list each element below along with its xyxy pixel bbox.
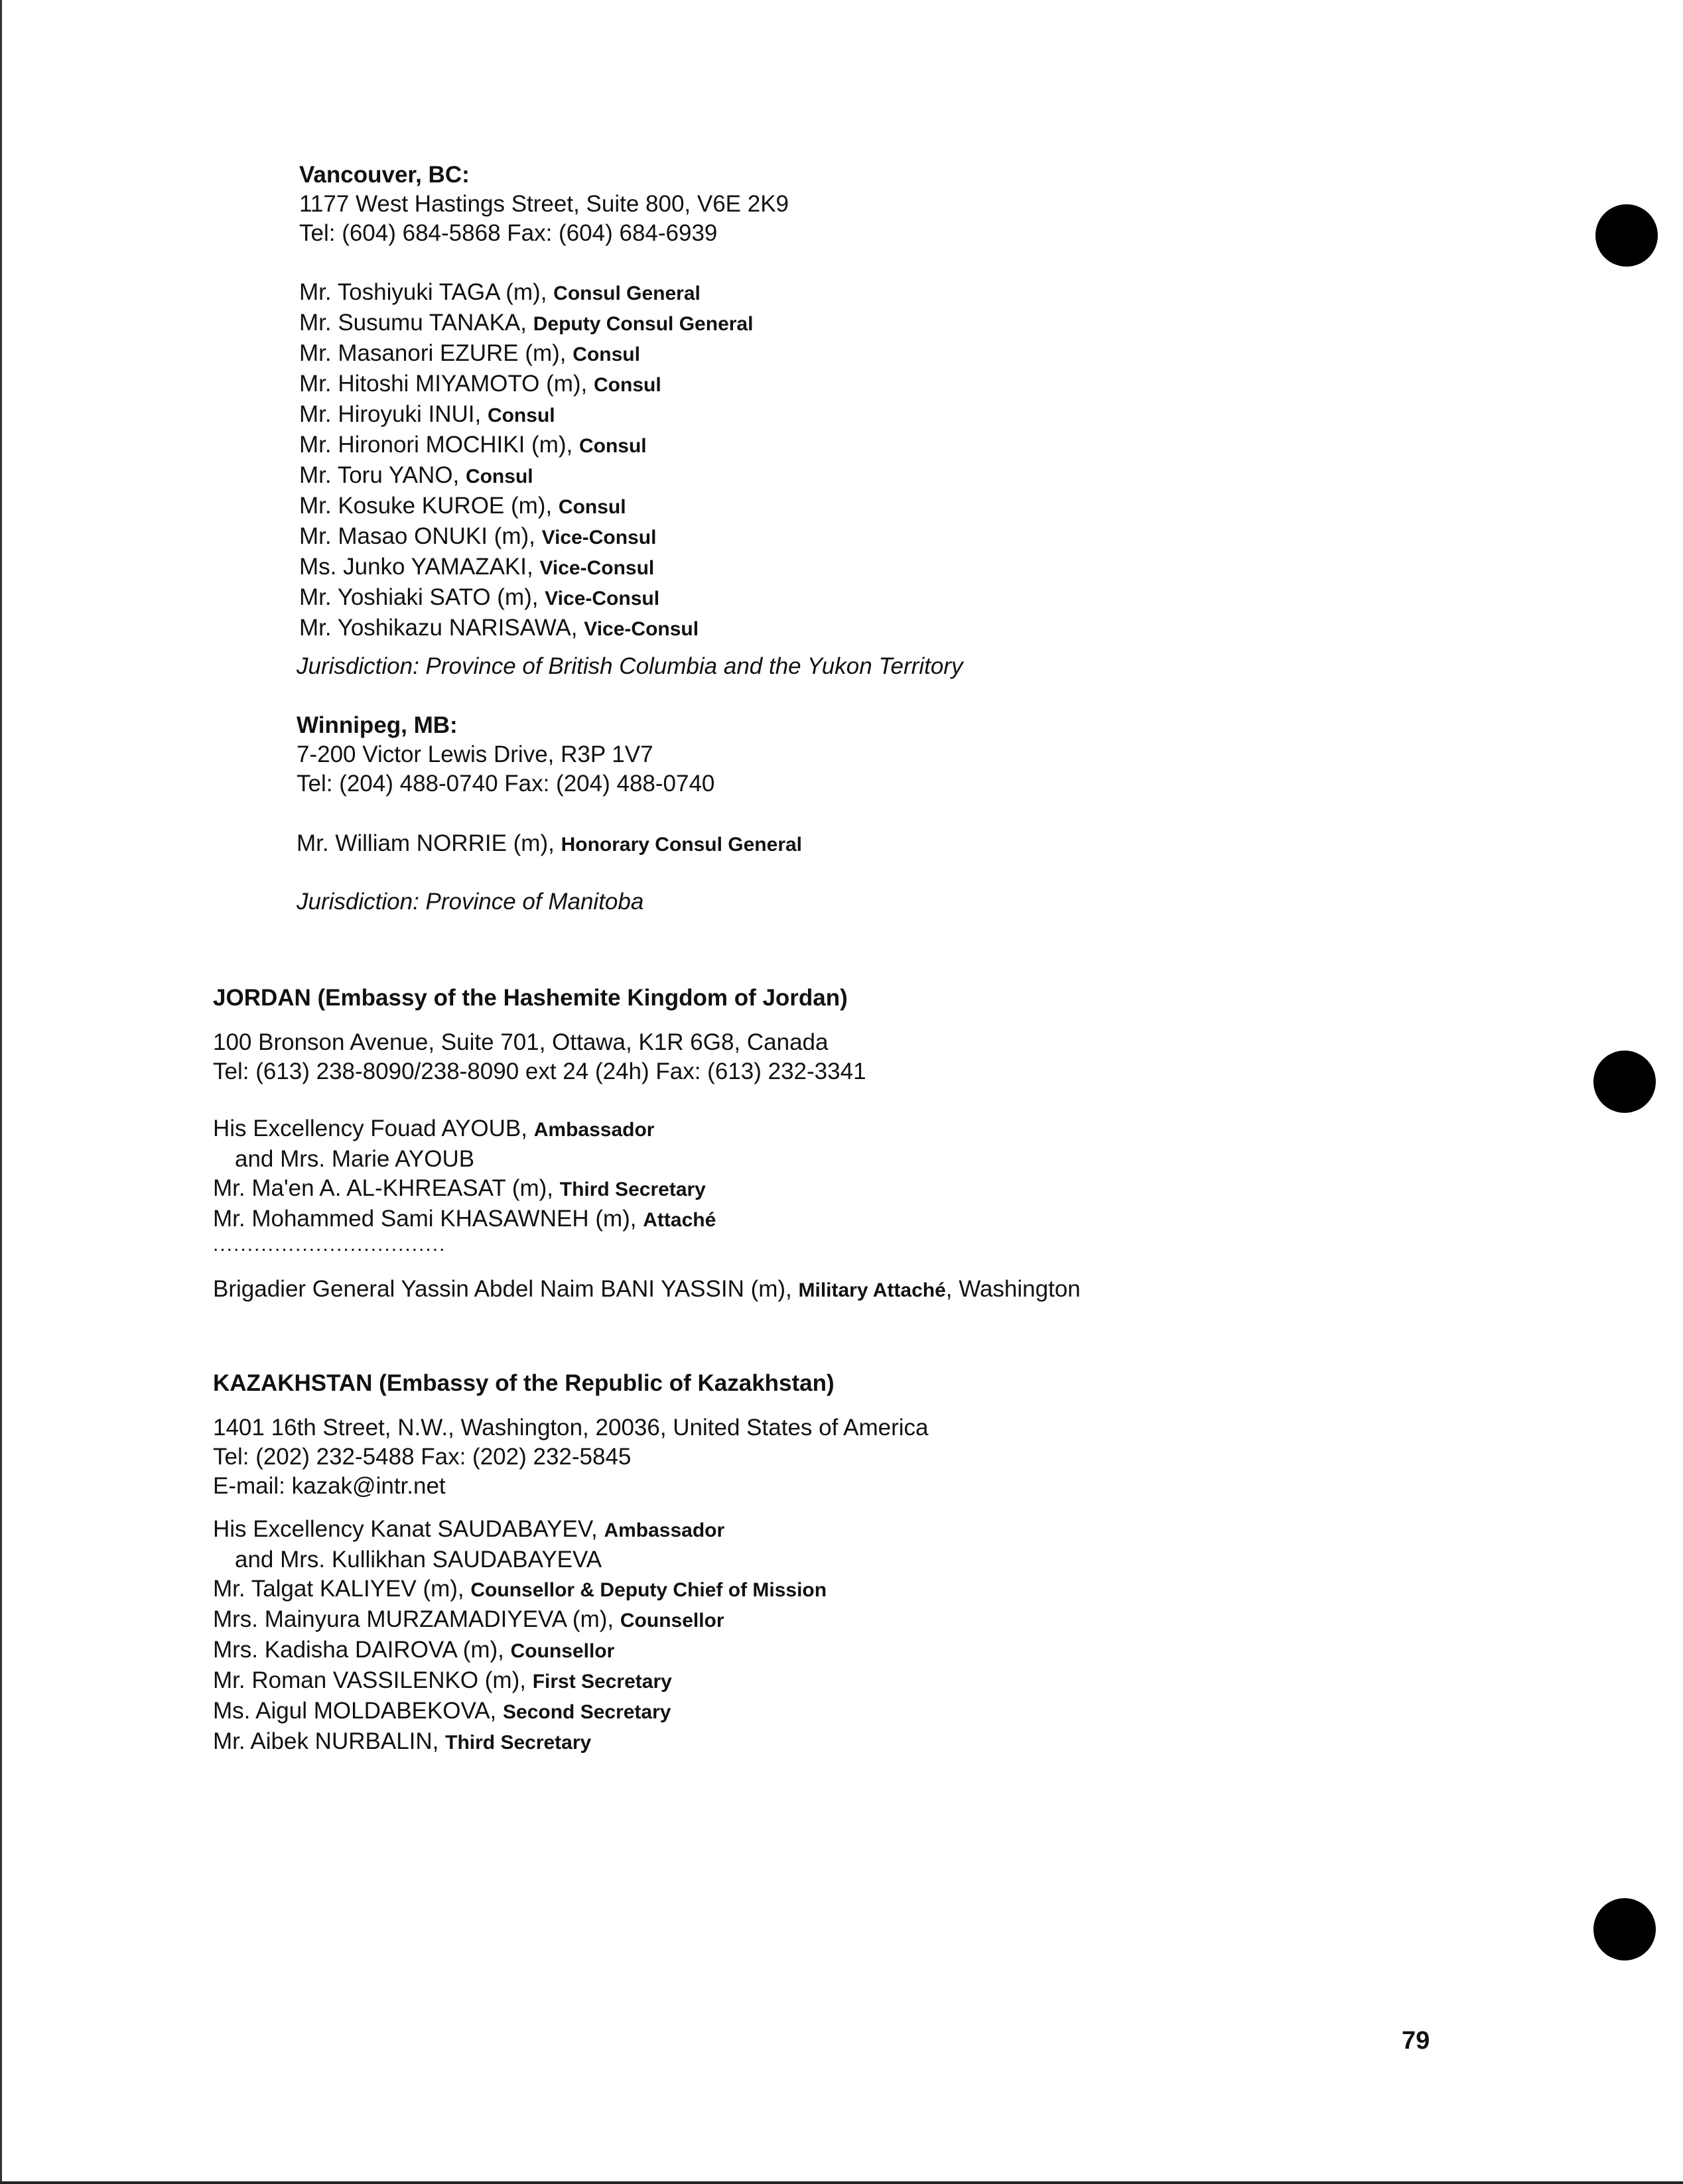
staff-entry: Mr. Susumu TANAKA, Deputy Consul General [299, 310, 754, 336]
staff-entry: Mr. Roman VASSILENKO (m), First Secretary [213, 1667, 672, 1693]
kazakhstan-heading: KAZAKHSTAN (Embassy of the Republic of Kazakhstan) [213, 1370, 835, 1396]
vancouver-heading: Vancouver, BC: [299, 162, 470, 188]
vancouver-phone: Tel: (604) 684-5868 Fax: (604) 684-6939 [299, 220, 718, 246]
winnipeg-jurisdiction: Jurisdiction: Province of Manitoba [297, 889, 644, 915]
scan-bottom-edge [0, 2181, 1683, 2184]
page-number: 79 [1402, 2027, 1430, 2055]
jordan-phone: Tel: (613) 238-8090/238-8090 ext 24 (24h) Fax: (613) 232-3341 [213, 1059, 866, 1084]
staff-entry: Ms. Aigul MOLDABEKOVA, Second Secretary [213, 1698, 671, 1724]
kazakhstan-address: 1401 16th Street, N.W., Washington, 20036, United States of America [213, 1415, 929, 1441]
ambassador-entry: His Excellency Kanat SAUDABAYEV, Ambassador [213, 1516, 725, 1542]
winnipeg-phone: Tel: (204) 488-0740 Fax: (204) 488-0740 [297, 771, 715, 797]
staff-entry: Mr. Aibek NURBALIN, Third Secretary [213, 1728, 592, 1754]
staff-entry: Mr. Hironori MOCHIKI (m), Consul [299, 432, 647, 458]
staff-entry: Mr. Toru YANO, Consul [299, 462, 533, 488]
staff-entry: Mr. Yoshikazu NARISAWA, Vice-Consul [299, 615, 699, 641]
staff-entry: Mr. Toshiyuki TAGA (m), Consul General [299, 279, 701, 305]
vancouver-address: 1177 West Hastings Street, Suite 800, V6E 2K9 [299, 191, 789, 217]
staff-entry: Mr. Masanori EZURE (m), Consul [299, 340, 640, 366]
jordan-heading: JORDAN (Embassy of the Hashemite Kingdom of Jordan) [213, 985, 848, 1011]
punch-hole-middle [1593, 1051, 1656, 1113]
staff-entry: Ms. Junko YAMAZAKI, Vice-Consul [299, 554, 655, 580]
kazakhstan-contact [213, 1413, 928, 1501]
scan-left-edge [0, 0, 2, 2184]
ambassador-entry: His Excellency Fouad AYOUB, Ambassador [213, 1116, 655, 1141]
staff-entry: Mr. Masao ONUKI (m), Vice-Consul [299, 523, 657, 549]
winnipeg-heading: Winnipeg, MB: [297, 712, 458, 738]
jordan-staff-list [213, 1114, 716, 1255]
staff-entry: Mr. Hitoshi MIYAMOTO (m), Consul [299, 371, 661, 397]
staff-entry: Mr. Talgat KALIYEV (m), Counsellor & Deputy Chief of Mission [213, 1576, 827, 1602]
staff-entry: Mr. Mohammed Sami KHASAWNEH (m), Attaché [213, 1206, 716, 1232]
staff-entry: Mrs. Mainyura MURZAMADIYEVA (m), Counsellor [213, 1606, 724, 1632]
vancouver-jurisdiction: Jurisdiction: Province of British Columbia and the Yukon Territory [297, 653, 963, 679]
staff-entry: Mr. Hiroyuki INUI, Consul [299, 401, 555, 427]
spouse-entry: and Mrs. Kullikhan SAUDABAYEVA [235, 1547, 602, 1573]
punch-hole-top [1595, 204, 1658, 267]
kazakhstan-phone: Tel: (202) 232-5488 Fax: (202) 232-5845 [213, 1444, 632, 1470]
staff-entry: Mr. Kosuke KUROE (m), Consul [299, 493, 626, 519]
military-attache-entry: Brigadier General Yassin Abdel Naim BANI YASSIN (m), Military Attaché, Washington [213, 1276, 1081, 1302]
jordan-contact [213, 1028, 866, 1086]
dotted-separator: .................................. [213, 1234, 446, 1255]
kazakhstan-email: E-mail: kazak@intr.net [213, 1473, 446, 1499]
jordan-address: 100 Bronson Avenue, Suite 701, Ottawa, K1R 6G8, Canada [213, 1029, 829, 1055]
vancouver-staff-list [299, 278, 753, 644]
staff-entry: Mr. William NORRIE (m), Honorary Consul General [297, 830, 803, 856]
spouse-entry: and Mrs. Marie AYOUB [235, 1146, 475, 1172]
staff-entry: Mr. Ma'en A. AL-KHREASAT (m), Third Secretary [213, 1175, 706, 1201]
punch-hole-bottom [1593, 1898, 1656, 1960]
vancouver-section [299, 161, 789, 248]
kazakhstan-staff-list [213, 1515, 827, 1758]
winnipeg-address: 7-200 Victor Lewis Drive, R3P 1V7 [297, 741, 653, 767]
staff-entry: Mr. Yoshiaki SATO (m), Vice-Consul [299, 584, 660, 610]
winnipeg-section [297, 711, 714, 799]
staff-entry: Mrs. Kadisha DAIROVA (m), Counsellor [213, 1637, 615, 1663]
